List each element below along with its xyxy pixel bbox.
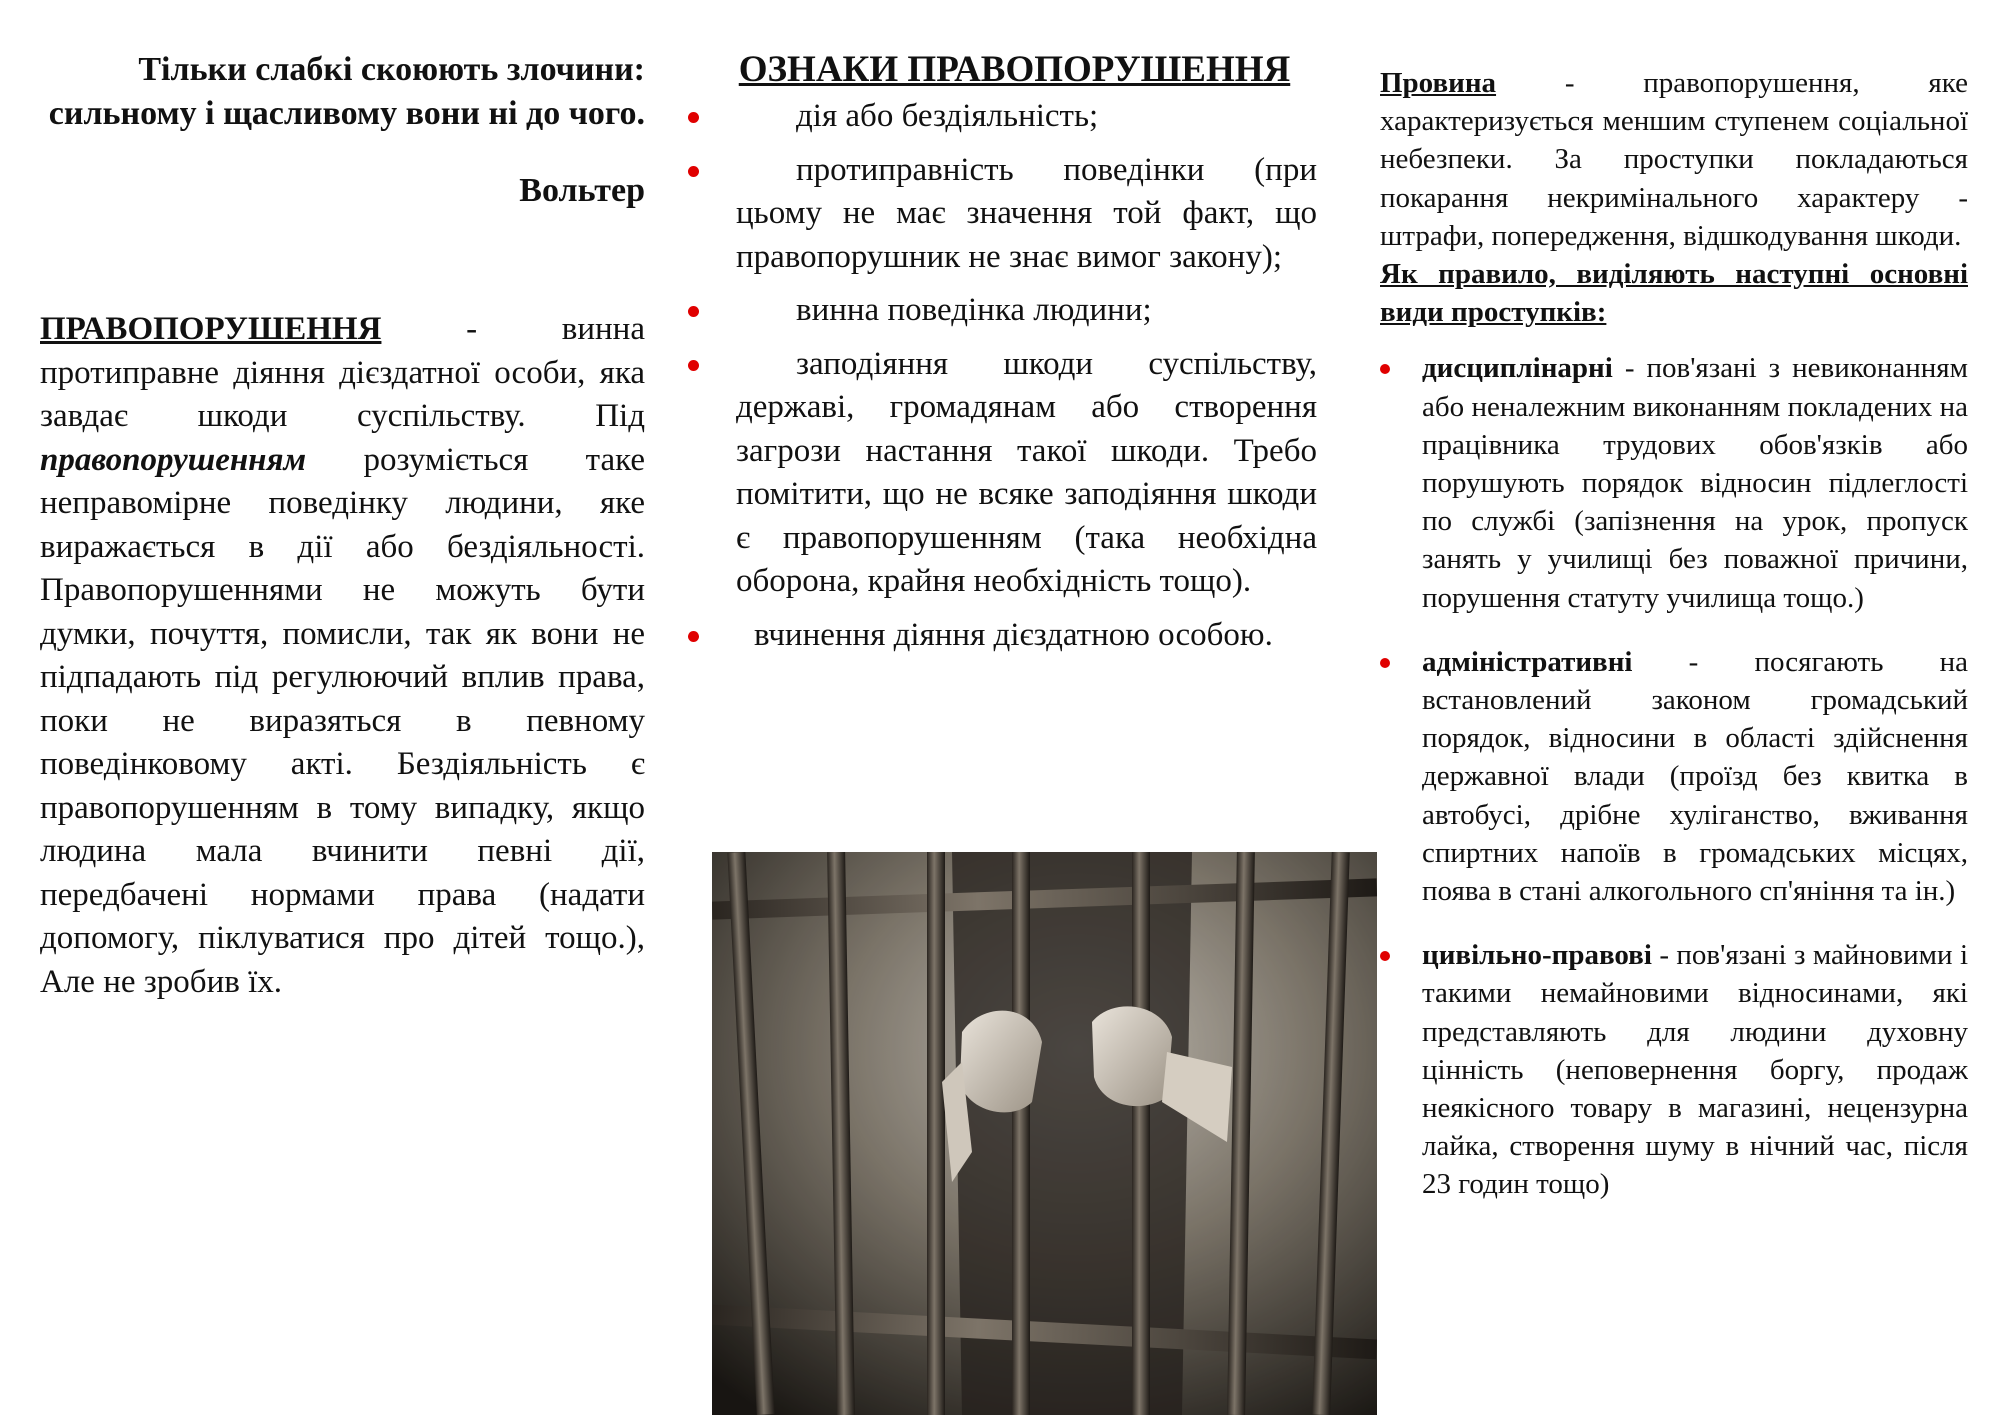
list-item	[712, 95, 1317, 139]
epigraph-author: Вольтер	[519, 172, 645, 209]
bullet-icon	[688, 112, 699, 123]
definition-text-1: винна протиправне діяння дієздатної особи, яка завдає шкоди суспільству. Під	[40, 311, 645, 434]
misdemeanor-paragraph	[1380, 64, 1968, 331]
sign-text: вчинення діяння дієздатною особою.	[754, 616, 1273, 653]
left-column	[40, 0, 645, 1037]
signs-heading: ОЗНАКИ ПРАВОПОРУШЕННЯ	[738, 49, 1291, 90]
kinds-list	[1380, 349, 1968, 1203]
kind-term: дисциплінарні	[1422, 352, 1613, 385]
kind-text: - пов'язані з майновими і такими немайновими відносинами, які представляють для людини духовну цінність (неповернення боргу, продаж неякісного товару в магазині, нецензурна лайка, створення шуму в нічний час, після 23 годин тощо)	[1422, 939, 1968, 1201]
sign-text: дія або бездіяльність;	[796, 98, 1099, 134]
bullet-icon	[1380, 658, 1390, 668]
list-item	[1380, 643, 1968, 910]
sign-text: винна поведінка людини;	[796, 292, 1152, 328]
list-item	[712, 614, 1317, 658]
right-column	[1380, 0, 1968, 1365]
epigraph-quote: Тільки слабкі скоюють злочини: сильному і щасливому вони ні до чого.	[48, 51, 645, 132]
list-item	[712, 343, 1317, 604]
kind-text: - посягають на встановлений законом громадський порядок, відносини в області здійснення державної влади (проїзд без квитка в автобусі, дрібне хуліганство, вживання спиртних напоїв в громадських місцях, поява в стані алкогольного сп'яніння та ін.)	[1422, 645, 1968, 908]
bullet-icon	[688, 631, 699, 642]
kinds-heading: Як правило, виділяють наступні основні види проступків:	[1380, 258, 1968, 329]
definition-emphasis: правопорушенням	[40, 441, 307, 478]
definition-separator: -	[381, 311, 562, 347]
bullet-icon	[1380, 364, 1390, 374]
bullet-icon	[688, 360, 699, 371]
kind-term: цивільно-правові	[1422, 939, 1652, 972]
list-item	[1380, 349, 1968, 616]
definition-term: ПРАВОПОРУШЕННЯ	[40, 311, 382, 347]
prison-bars-illustration	[712, 852, 1377, 1415]
bullet-icon	[688, 166, 699, 177]
kind-text: - пов'язані з невиконанням або неналежним виконанням покладених на працівника трудових обов'язків або порушують порядок відносин підлеглості по службі (запізнення на урок, пропуск занять у училищі без поважної причини, порушення статуту училища тощо.)	[1422, 352, 1968, 614]
sign-text: протиправність поведінки (при цьому не має значення той факт, що правопорушник не знає вимог закону);	[736, 151, 1317, 275]
kind-term: адміністративні	[1422, 645, 1633, 678]
sign-text: заподіяння шкоди суспільству, державі, громадянам або створення загрози настання такої шкоди. Требо помітити, що не всяке заподіяння шкоди є правопорушенням (така необхідна оборона, крайня необхідність тощо).	[736, 345, 1317, 599]
definition-paragraph	[40, 308, 645, 1004]
middle-column	[712, 0, 1317, 657]
signs-list	[712, 95, 1317, 657]
bullet-icon	[1380, 951, 1390, 961]
definition-text-2: розуміється таке неправомірне поведінку людини, яке виражається в дії або бездіяльності. Правопорушеннями не можуть бути думки, почуття, помисли, так як вони не підпадають під регулюючий вплив права, поки не виразяться в певному поведінковому акті. Бездіяльність є правопорушенням в тому випадку, якщо людина мала вчинити певні дії, передбачені нормами права (надати допомогу, піклуватися про дітей тощо.), Але не зробив їх.	[40, 441, 645, 1000]
misdemeanor-term: Провина	[1380, 67, 1497, 99]
list-item	[712, 149, 1317, 280]
misdemeanor-text: - правопорушення, яке характеризується меншим ступенем соціальної небезпеки. За проступки покладаються покарання некримінального характеру - штрафи, попередження, відшкодування шкоди.	[1380, 67, 1968, 252]
list-item	[712, 289, 1317, 333]
bullet-icon	[688, 306, 699, 317]
prison-bars-photo	[712, 852, 1377, 1415]
list-item	[1380, 936, 1968, 1203]
